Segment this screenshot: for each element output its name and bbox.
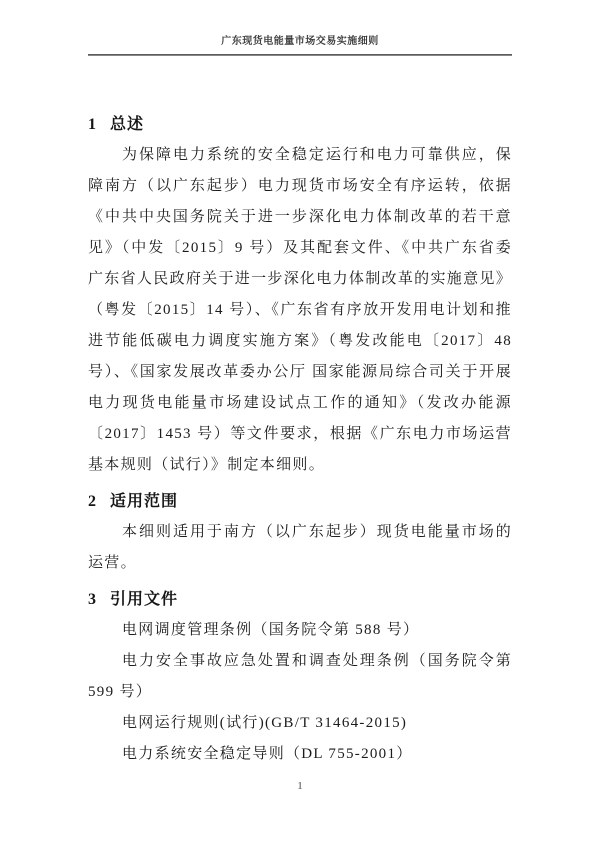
document-body bbox=[88, 104, 512, 770]
reference-item: 电网运行规则(试行)(GB/T 31464-2015) bbox=[122, 715, 408, 731]
reference-item: 电力安全事故应急处置和调查处理条例（国务院令第 599 号） bbox=[88, 653, 512, 700]
section-heading-scope bbox=[88, 486, 512, 517]
paragraph: 为保障电力系统的安全稳定运行和电力可靠供应，保障南方（以广东起步）电力现货市场安全有序运转，依据《中共中央国务院关于进一步深化电力体制改革的若干意见》（中发〔2015〕9 号）及其配套文件、《中共广东省委 广东省人民政府关于进一步深化电力体制改革的实施意见》（粤发〔2015〕14 号）、《广东省有序放开发用电计划和推进节能低碳电力调度实施方案》（粤发改能电〔2017〕48 号）、《国家发展改革委办公厅 国家能源局综合司关于开展电力现货电能量市场建设试点工作的通知》（发改办能源〔2017〕1453 号）等文件要求，根据《广东电力市场运营基本规则（试行）》制定本细则。 bbox=[88, 147, 512, 473]
section-title: 引用文件 bbox=[110, 591, 179, 608]
page-header-title: 广东现货电能量市场交易实施细则 bbox=[221, 36, 379, 47]
reference-item: 电力系统安全稳定导则（DL 755-2001） bbox=[122, 746, 413, 762]
section-heading-references bbox=[88, 584, 512, 615]
section-title: 适用范围 bbox=[110, 493, 179, 510]
reference-item: 电网调度管理条例（国务院令第 588 号） bbox=[122, 622, 420, 638]
section-number: 3 bbox=[88, 591, 96, 608]
page-number: 1 bbox=[297, 780, 303, 792]
section-heading-overview bbox=[88, 109, 512, 140]
header-rule bbox=[88, 54, 512, 56]
section-number: 2 bbox=[88, 493, 96, 510]
section-number: 1 bbox=[88, 116, 96, 133]
section-title: 总述 bbox=[110, 116, 145, 133]
paragraph: 本细则适用于南方（以广东起步）现货电能量市场的运营。 bbox=[88, 524, 512, 571]
page-header bbox=[88, 0, 512, 56]
